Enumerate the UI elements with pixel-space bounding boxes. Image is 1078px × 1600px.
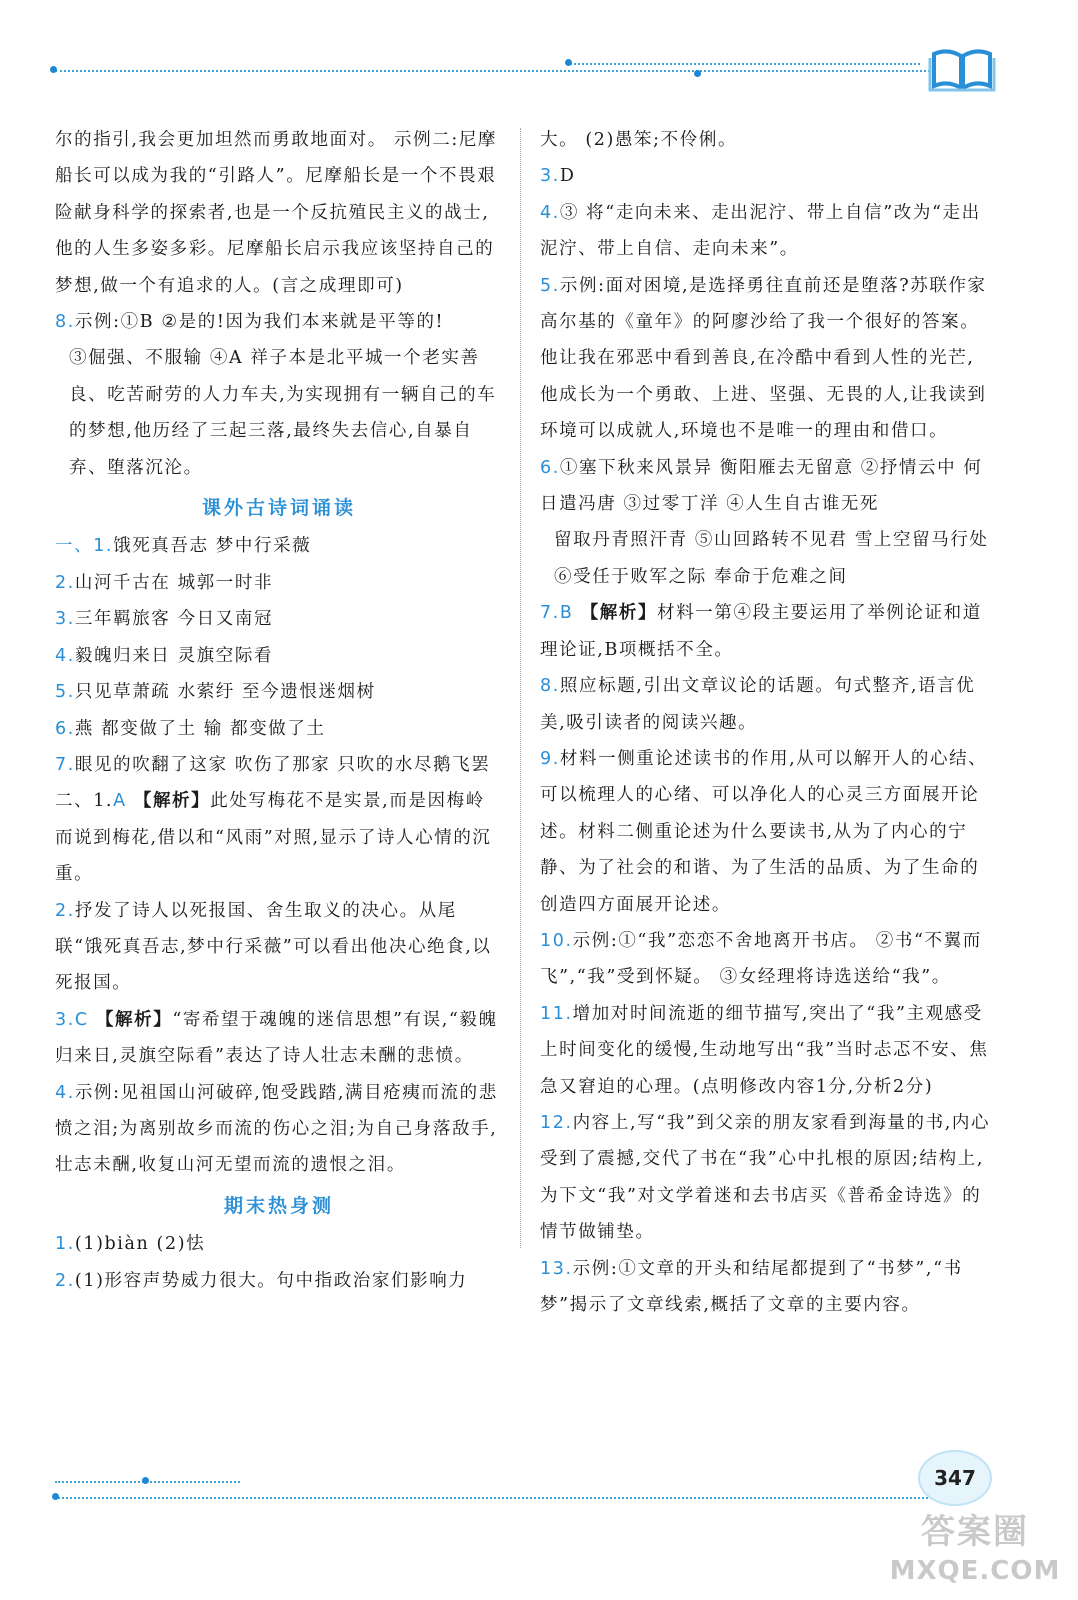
item-number: 4. <box>55 1082 75 1103</box>
answer-text: 抒发了诗人以死报国、舍生取义的决心。从尾联“饿死真吾志,梦中行采薇”可以看出他决心绝食,以死报国。 <box>55 900 492 994</box>
analysis-label: 【解析】 <box>580 603 658 624</box>
answer-text: 示例:面对困境,是选择勇往直前还是堕落?苏联作家高尔基的《童年》的阿廖沙给了我一个很好的答案。他让我在邪恶中看到善良,在冷酷中看到人性的光芒,他成长为一个勇敢、上进、坚强、无畏的人,让我读到环境可以成就人,环境也不是唯一的理由和借口。 <box>540 275 987 442</box>
watermark-url: MXQE.COM <box>889 1556 1061 1586</box>
item-number: 8. <box>55 312 75 333</box>
item-number: 一、1. <box>55 536 114 557</box>
answer-text: 只见草萧疏 水萦纡 至今遗恨迷烟树 <box>74 682 376 703</box>
answer-text: ①塞下秋来风景异 衡阳雁去无留意 ②抒情云中 何日遣冯唐 ③过零丁洋 ④人生自古谁无死 <box>540 457 983 515</box>
item-number: 10. <box>540 930 573 951</box>
item-number: 6. <box>540 457 560 478</box>
analysis-label: 【解析】 <box>133 791 211 812</box>
item-number: 2. <box>55 900 75 921</box>
rule-dot <box>694 70 701 77</box>
answer-item <box>55 1075 503 1184</box>
answer-text: 燕 都变做了土 输 都变做了土 <box>74 718 326 739</box>
watermark-mark: 答案圈 <box>921 1512 1029 1552</box>
item-number: 9. <box>540 748 560 769</box>
item-number: 5. <box>540 275 560 296</box>
answer-text: 此处写梅花不是实景,而是因梅岭而说到梅花,借以和“风雨”对照,显示了诗人心情的沉重。 <box>55 791 492 885</box>
answer-text: 照应标题,引出文章议论的话题。句式整齐,语言优美,吸引读者的阅读兴趣。 <box>540 676 976 733</box>
answer-text: 饿死真吾志 梦中行采薇 <box>113 536 312 557</box>
answer-item <box>55 747 503 783</box>
answer-item <box>540 741 992 923</box>
rule-dot <box>52 1493 59 1500</box>
answer-item <box>540 996 992 1105</box>
answer-continuation: ③倔强、不服输 ④A 祥子本是北平城一个老实善良、吃苦耐劳的人力车夫,为实现拥有一辆自己的车的梦想,他历经了三起三落,最终失去信心,自暴自弃、堕落沉沦。 <box>69 348 497 478</box>
answer-item <box>540 1251 992 1324</box>
column-divider <box>520 128 521 1248</box>
item-number: 11. <box>540 1003 573 1024</box>
item-number: 4. <box>55 645 75 666</box>
answer-item <box>55 1263 503 1299</box>
page-number: 347 <box>918 1450 992 1506</box>
answer-item <box>55 638 503 674</box>
top-dotted-rule <box>55 70 930 72</box>
answer-text: 材料一侧重论述读书的作用,从可以解开人的心结、可以梳理人的心绪、可以净化人的心灵三方面展开论述。材料二侧重论述为什么要读书,从为了内心的宁静、为了社会的和谐、为了生活的品质、为了生命的创造四方面展开论述。 <box>540 748 988 915</box>
answer-text: 示例:见祖国山河破碎,饱受践踏,满目疮痍而流的悲愤之泪;为离别故乡而流的伤心之泪;为自己身落敌手,壮志未酬,收复山河无望而流的遗恨之泪。 <box>55 1082 498 1176</box>
answer-text: D <box>559 166 576 187</box>
answer-item <box>55 1002 503 1075</box>
item-number: 12. <box>540 1112 573 1133</box>
choice-answer: A <box>113 791 127 812</box>
open-book-icon <box>928 42 996 94</box>
answer-continuation: 留取丹青照汗青 ⑤山回路转不见君 雪上空留马行处 ⑥受任于败军之际 奉命于危难之间 <box>554 530 989 587</box>
item-number: 2. <box>55 572 75 593</box>
item-number: 二、1. <box>55 791 114 812</box>
answer-item <box>540 195 992 268</box>
answer-item <box>55 601 503 637</box>
bottom-dotted-rule <box>55 1497 935 1499</box>
answer-item <box>540 450 992 523</box>
answer-item <box>540 1105 992 1251</box>
answer-item <box>540 668 992 741</box>
answer-item <box>540 158 992 194</box>
rule-dot <box>142 1477 149 1484</box>
left-column <box>55 122 503 1299</box>
paragraph: 尔的指引,我会更加坦然而勇敢地面对。 示例二:尼摩船长可以成为我的“引路人”。尼摩船长是一个不畏艰险献身科学的探索者,也是一个反抗殖民主义的战士,他的人生多姿多彩。尼摩船长启示我应该坚持自己的梦想,做一个有追求的人。(言之成理即可) <box>55 130 498 296</box>
answer-item <box>55 528 503 564</box>
answer-text: 示例:①B ②是的!因为我们本来就是平等的! <box>74 312 445 333</box>
rule-dot <box>565 59 572 66</box>
answer-text: (1)形容声势威力很大。句中指政治家们影响力 <box>74 1270 468 1291</box>
top-dotted-rule-short <box>570 63 920 65</box>
answer-text: 示例:①文章的开头和结尾都提到了“书梦”,“书梦”揭示了文章线索,概括了文章的主要内容。 <box>540 1258 963 1315</box>
item-number: 3. <box>55 1009 75 1030</box>
item-number: 3. <box>55 609 75 630</box>
item-number: 5. <box>55 682 75 703</box>
item-number: 7. <box>540 603 560 624</box>
answer-item <box>540 923 992 996</box>
item-number: 4. <box>540 202 560 223</box>
choice-answer: B <box>559 603 574 624</box>
answer-item <box>55 1226 503 1262</box>
answer-text: 毅魄归来日 灵旗空际看 <box>74 645 274 666</box>
answer-item <box>55 674 503 710</box>
right-column <box>540 122 992 1323</box>
answer-item <box>540 595 992 668</box>
answer-item <box>55 565 503 601</box>
answer-item <box>55 711 503 747</box>
answer-text: 三年羁旅客 今日又南冠 <box>74 609 274 630</box>
paragraph: 大。 (2)愚笨;不伶俐。 <box>540 130 738 150</box>
answer-text: 眼见的吹翻了这家 吹伤了那家 只吹的水尽鹅飞罢 <box>74 754 491 775</box>
item-number: 8. <box>540 676 560 697</box>
section-title: 期末热身测 <box>223 1194 334 1217</box>
item-number: 7. <box>55 754 75 775</box>
answer-text: 内容上,写“我”到父亲的朋友家看到海量的书,内心受到了震撼,交代了书在“我”心中扎根的原因;结构上,为下文“我”对文学着迷和去书店买《普希金诗选》的情节做铺垫。 <box>540 1112 991 1243</box>
answer-text: 增加对时间流逝的细节描写,突出了“我”主观感受上时间变化的缓慢,生动地写出“我”当时忐忑不安、焦急又窘迫的心理。(点明修改内容1分,分析2分) <box>540 1003 989 1097</box>
answer-text: “寄希望于魂魄的迷信思想”有误,“毅魄归来日,灵旗空际看”表达了诗人壮志未酬的悲愤。 <box>55 1009 498 1067</box>
item-number: 3. <box>540 166 560 187</box>
answer-text: 示例:①“我”恋恋不舍地离开书店。 ②书“不翼而飞”,“我”受到怀疑。 ③女经理将诗选送给“我”。 <box>540 930 982 988</box>
item-number: 6. <box>55 718 75 739</box>
section-title: 课外古诗词诵读 <box>201 497 356 520</box>
item-number: 13. <box>540 1258 573 1279</box>
answer-item <box>55 783 503 892</box>
choice-answer: C <box>74 1009 89 1030</box>
answer-item <box>55 304 503 340</box>
answer-item <box>55 893 503 1002</box>
rule-dot <box>50 66 57 73</box>
analysis-label: 【解析】 <box>95 1009 173 1030</box>
watermark-logo <box>880 1510 1070 1595</box>
item-number: 1. <box>55 1234 75 1255</box>
answer-text: ③ 将“走向未来、走出泥泞、带上自信”改为“走出泥泞、带上自信、走向未来”。 <box>540 202 981 260</box>
item-number: 2. <box>55 1270 75 1291</box>
answer-text: 材料一第④段主要运用了举例论证和道理论证,B项概括不全。 <box>540 603 982 660</box>
answer-text: 山河千古在 城郭一时非 <box>74 572 274 593</box>
answer-item <box>540 268 992 450</box>
answer-text: (1)biàn (2)怯 <box>74 1234 206 1255</box>
